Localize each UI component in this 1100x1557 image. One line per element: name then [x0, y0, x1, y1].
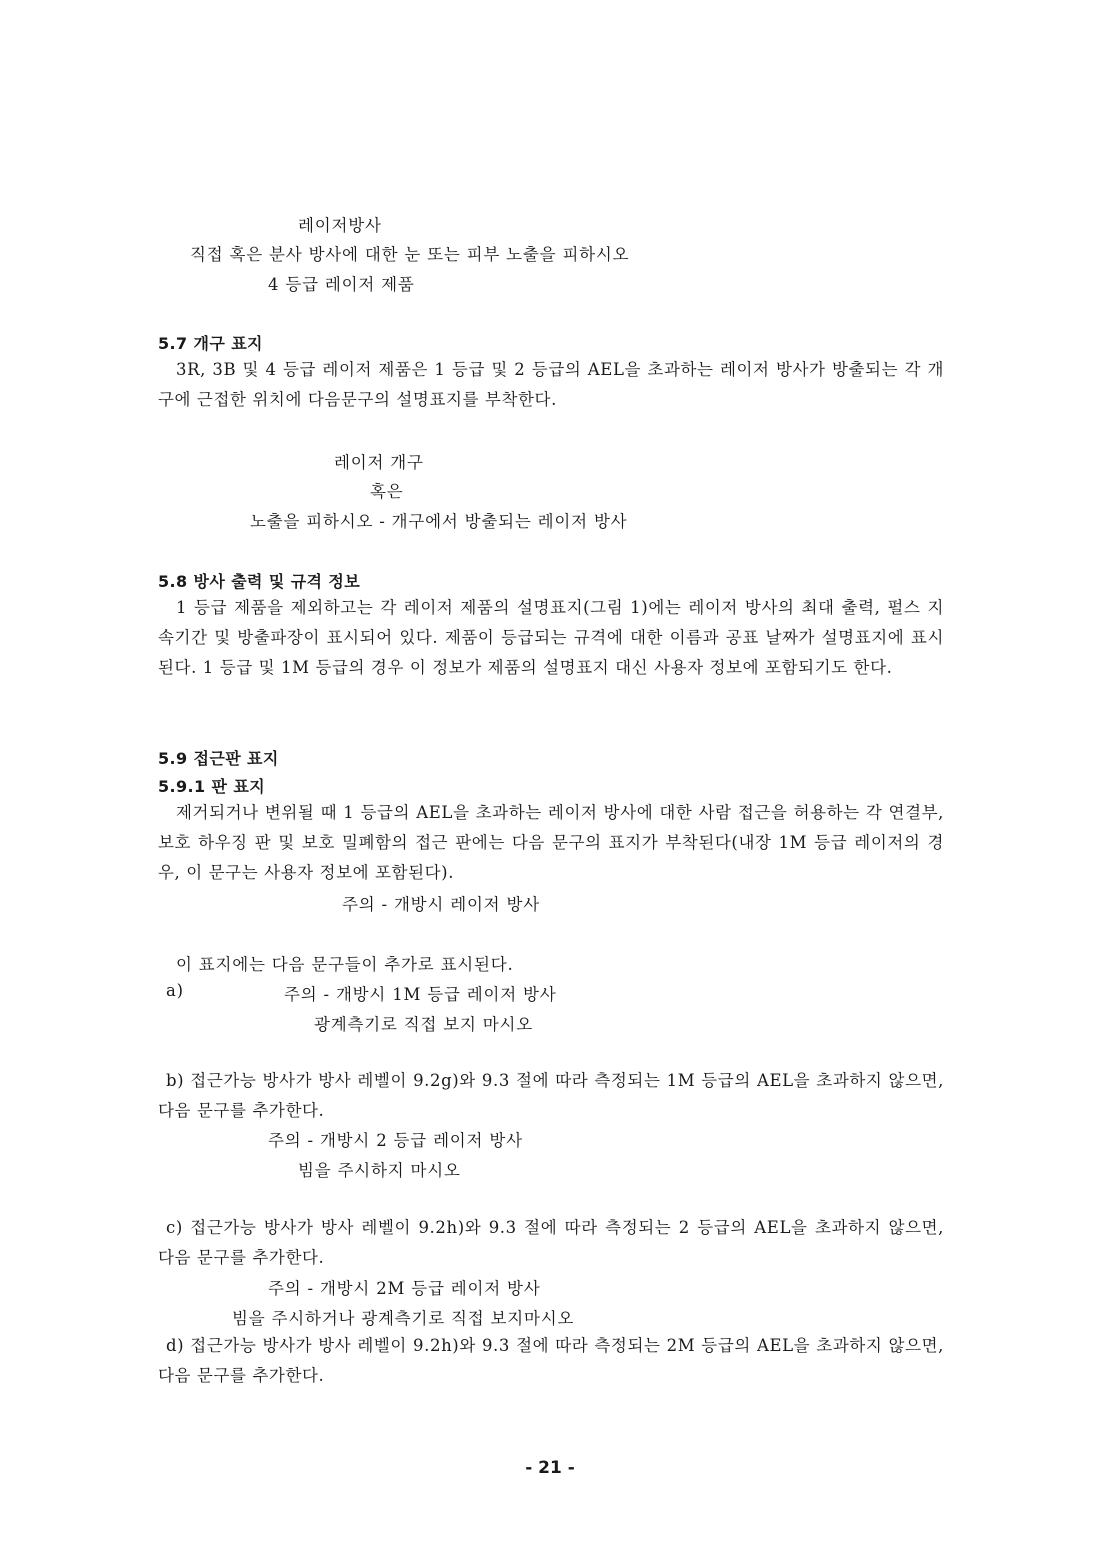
additional-intro: 이 표지에는 다음 문구들이 추가로 표시된다. [176, 955, 514, 974]
warning-label-line-2: 직접 혹은 분사 방사에 대한 눈 또는 피부 노출을 피하시오 [190, 245, 630, 264]
section-5-9-1-body-text: 제거되거나 변위될 때 1 등급의 AEL을 초과하는 레이저 방사에 대한 사람 접근을 허용하는 각 연결부, 보호 하우징 판 및 보호 밀폐함의 접근 판에는 다음 문구의 표지가 부착된다(내장 1M 등급 레이저의 경우, 이 문구는 사용자 정보에 포함된다). [158, 803, 944, 882]
section-5-7-heading: 5.7 개구 표지 [158, 334, 263, 353]
item-c-line-1: 주의 - 개방시 2M 등급 레이저 방사 [268, 1279, 541, 1298]
warning-label-line-1: 레이저방사 [298, 216, 382, 235]
item-d-text [158, 1331, 944, 1391]
item-d-text-body: d) 접근가능 방사가 방사 레벨이 9.2h)와 9.3 절에 따라 측정되는 2M 등급의 AEL을 초과하지 않으면, 다음 문구를 추가한다. [158, 1336, 944, 1385]
item-a-line-1: 주의 - 개방시 1M 등급 레이저 방사 [284, 985, 557, 1004]
item-c-text-body: c) 접근가능 방사가 방사 레벨이 9.2h)와 9.3 절에 따라 측정되는 2 등급의 AEL을 초과하지 않으면, 다음 문구를 추가한다. [158, 1218, 944, 1267]
panel-label-main: 주의 - 개방시 레이저 방사 [342, 895, 540, 914]
section-5-9-1-heading: 5.9.1 판 표지 [158, 777, 266, 796]
section-5-9-heading: 5.9 접근판 표지 [158, 749, 279, 768]
section-5-8-body-text: 1 등급 제품을 제외하고는 각 레이저 제품의 설명표지(그림 1)에는 레이저 방사의 최대 출력, 펄스 지속기간 및 방출파장이 표시되어 있다. 제품이 등급되는 규격에 대한 이름과 공표 날짜가 설명표지에 표시된다. 1 등급 및 1M 등급의 경우 이 정보가 제품의 설명표지 대신 사용자 정보에 포함되기도 한다. [158, 598, 944, 677]
aperture-label-line-1: 레이저 개구 [334, 453, 424, 472]
section-5-8-body [158, 593, 944, 683]
item-b-line-1: 주의 - 개방시 2 등급 레이저 방사 [268, 1131, 523, 1150]
warning-label-line-3: 4 등급 레이저 제품 [268, 275, 415, 294]
item-c-text [158, 1213, 944, 1273]
item-a-marker: a) [166, 981, 184, 1000]
page-number: - 21 - [525, 1458, 575, 1478]
section-5-7-body-text: 3R, 3B 및 4 등급 레이저 제품은 1 등급 및 2 등급의 AEL을 초과하는 레이저 방사가 방출되는 각 개구에 근접한 위치에 다음문구의 설명표지를 부착한다. [158, 360, 944, 409]
section-5-7-body [158, 355, 944, 415]
item-b-text-body: b) 접근가능 방사가 방사 레벨이 9.2g)와 9.3 절에 따라 측정되는 1M 등급의 AEL을 초과하지 않으면, 다음 문구를 추가한다. [158, 1071, 944, 1120]
item-b-text [158, 1066, 944, 1126]
item-b-line-2: 빔을 주시하지 마시오 [298, 1161, 461, 1180]
item-c-line-2: 빔을 주시하거나 광계측기로 직접 보지마시오 [232, 1309, 575, 1328]
section-5-8-heading: 5.8 방사 출력 및 규격 정보 [158, 572, 361, 591]
aperture-label-line-2: 혹은 [370, 482, 404, 501]
section-5-9-1-body [158, 798, 944, 888]
aperture-label-line-3: 노출을 피하시오 - 개구에서 방출되는 레이저 방사 [250, 512, 628, 531]
item-a-line-2: 광계측기로 직접 보지 마시오 [314, 1015, 534, 1034]
